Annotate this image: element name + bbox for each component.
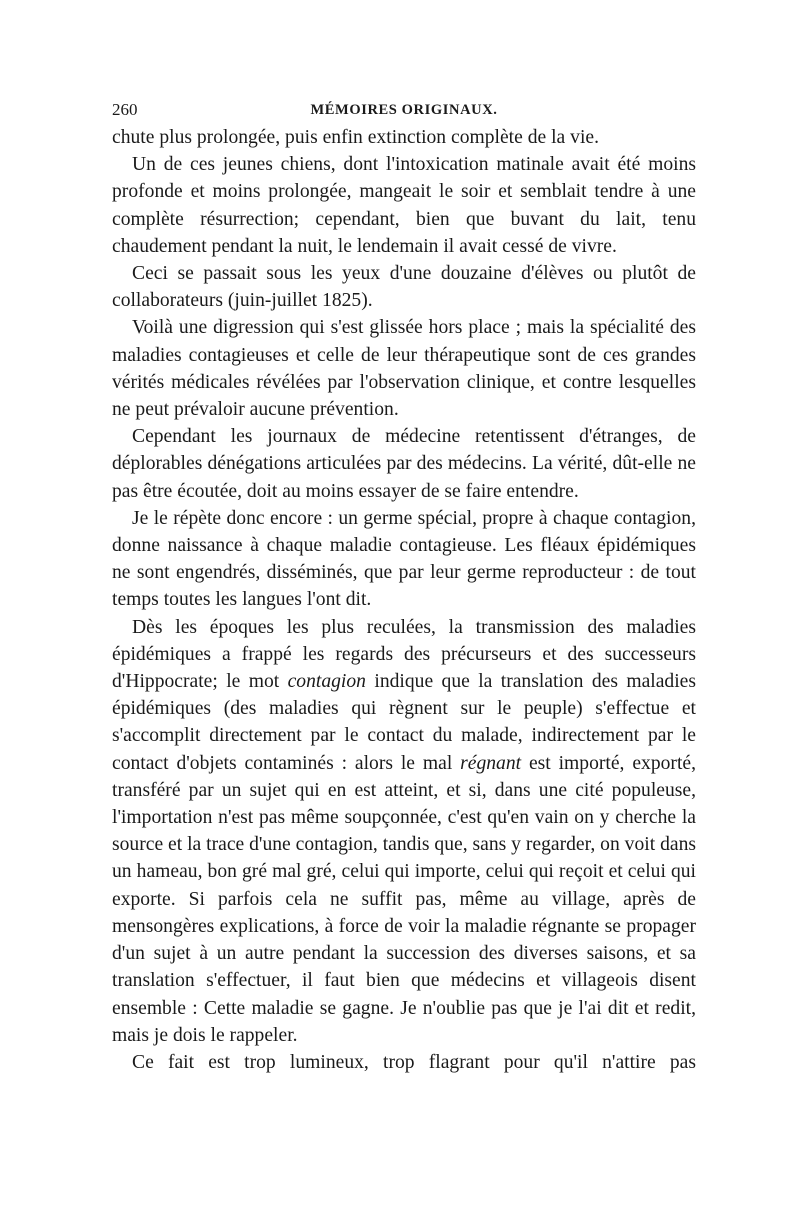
book-page [112,96,696,1076]
paragraph [112,1049,696,1076]
paragraph-text: Dès les époques les plus reculées, la transmission des maladies épidémiques a frappé les regards des précurseurs et des successeurs d'Hippocrate; le mot [112,616,696,693]
running-title: MÉMOIRES ORIGINAUX. [310,102,498,118]
paragraph-text: est importé, exporté, transféré par un sujet qui en est atteint, et si, dans une cité populeuse, l'importation n'est pas même soupçonnée, c'est qu'en vain on y cherche la source et la trace d'une contagion, tandis que, sans y regarder, on voit dans un hameau, bon gré mal gré, celui qui importe, celui qui reçoit et celui qui exporte. Si parfois cela ne suffit pas, même au village, après de mensongères explications, à force de voir la maladie régnante se propager d'un sujet à un autre pendant la succession des diverses saisons, et sa translation s'effectuer, il faut bien que médecins et villageois disent ensemble : Cette maladie se gagne. Je n'oublie pas que je l'ai dit et redit, mais je dois le rappeler. [112,752,696,1046]
paragraph-text: Voilà une digression qui s'est glissée hors place ; mais la spécialité des maladies contagieuses et celle de leur thérapeutique sont de ces grandes vérités médicales révélées par l'observation clinique, et contre lesquelles ne peut prévaloir aucune prévention. [112,317,696,421]
paragraph-text: Un de ces jeunes chiens, dont l'intoxication matinale avait été moins profonde et moins prolongée, mangeait le soir et semblait tendre à une complète résurrection; cependant, bien que buvant du lait, tenu chaudement pendant la nuit, le lendemain il avait cessé de vivre. [112,154,696,257]
paragraph [112,423,696,505]
paragraph [112,151,696,260]
page-number: 260 [112,100,138,119]
paragraph [112,260,696,314]
paragraph-text: chute plus prolongée, puis enfin extinction complète de la vie. [112,127,599,148]
paragraph [112,505,696,614]
paragraph [112,314,696,423]
paragraph-text: Ce fait est trop lumineux, trop flagrant pour qu'il n'attire pas [132,1051,696,1073]
paragraph-text: indique que la translation des maladies épidémiques (des maladies qui règnent sur le peuple) s'effectue et s'accomplit directement par le contact du malade, indirectement par le contact d'objets contaminés : alors le mal [112,671,696,774]
paragraph-text: Je le répète donc encore : un germe spécial, propre à chaque contagion, donne naissance à chaque maladie contagieuse. Les fléaux épidémiques ne sont engendrés, disséminés, que par leur germe reproducteur : de tout temps toutes les langues l'ont dit. [112,507,696,611]
paragraph-text: Cependant les journaux de médecine retentissent d'étranges, de déplorables dénégations articulées par des médecins. La vérité, dût-elle ne pas être écoutée, doit au moins essayer de se faire entendre. [112,426,696,502]
italic-text: contagion [287,671,366,693]
paragraph [112,124,696,151]
paragraph [112,614,696,1049]
italic-text: régnant [460,752,522,774]
running-head [112,96,696,124]
body-text [112,124,696,1076]
paragraph-text: Ceci se passait sous les yeux d'une douzaine d'élèves ou plutôt de collaborateurs (juin-juillet 1825). [112,263,696,312]
